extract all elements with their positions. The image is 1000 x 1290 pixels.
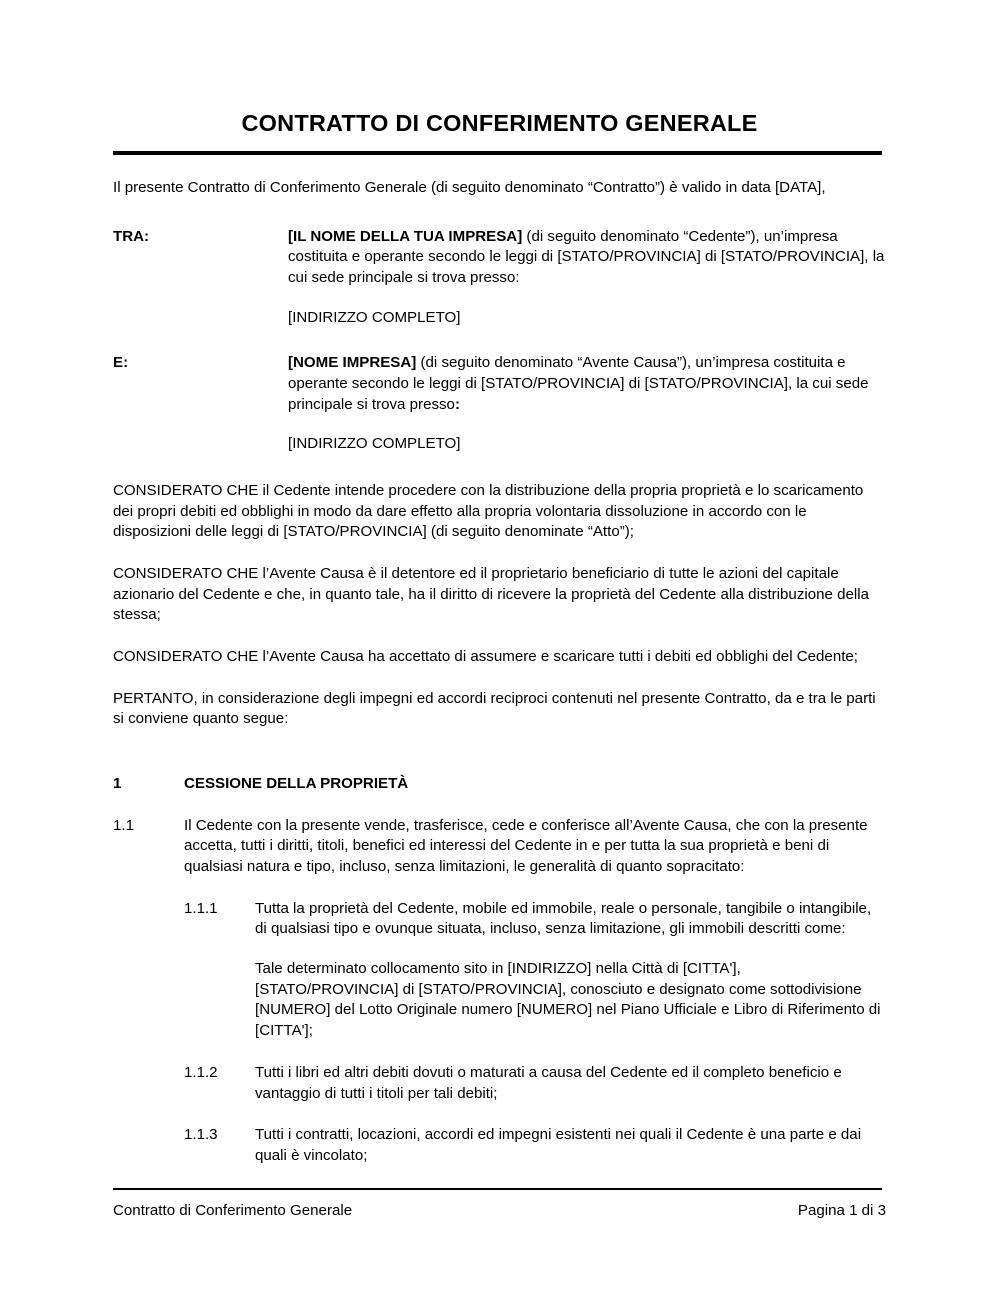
clause-1-1-1 (184, 899, 886, 1042)
section-number: 1 (113, 775, 122, 793)
party-body-e (288, 353, 886, 455)
footer-divider (113, 1188, 882, 1190)
document-content (113, 0, 886, 1167)
clause-1-1 (113, 816, 886, 878)
clause-number: 1.1.3 (184, 1126, 218, 1144)
clause-text: Il Cedente con la presente vende, trasferisce, cede e conferisce all’Avente Causa, che con la presente accetta, tutti i diritti, titoli, benefici ed interessi del Cedente in e per tutta la sua proprietà e beni di qualsiasi natura e tipo, incluso, senza limitazioni, le generalità di quanto sopracitato: (184, 816, 868, 876)
clause-text: Tutti i libri ed altri debiti dovuti o maturati a causa del Cedente ed il completo beneficio e vantaggio di tutti i titoli per tali debiti; (255, 1063, 842, 1102)
recital-paragraph: CONSIDERATO CHE l’Avente Causa ha accettato di assumere e scaricare tutti i debiti ed obblighi del Cedente; (113, 648, 858, 666)
page-footer (113, 1188, 886, 1221)
intro-paragraph: Il presente Contratto di Conferimento Generale (di seguito denominato “Contratto”) è valido in data [DATA], (113, 179, 826, 197)
party-name-tra: [IL NOME DELLA TUA IMPRESA] (288, 227, 523, 245)
party-label-e: E: (113, 354, 129, 372)
party-body-tra (288, 227, 886, 329)
clause-number: 1.1 (113, 816, 134, 834)
party-block-e (113, 353, 886, 455)
party-address-tra: [INDIRIZZO COMPLETO] (288, 308, 461, 326)
recital-paragraph: CONSIDERATO CHE il Cedente intende procedere con la distribuzione della propria proprietà e lo scaricamento dei propri debiti ed obblighi in modo da dare effetto alla propria volontaria dissoluzione in accordo con le disposizioni delle leggi di [STATO/PROVINCIA] (di seguito denominate “Atto”); (113, 482, 864, 541)
clause-number: 1.1.1 (184, 899, 218, 917)
clause-text: Tutta la proprietà del Cedente, mobile ed immobile, reale o personale, tangibile o intangibile, di qualsiasi tipo e ovunque situata, incluso, senza limitazione, gli immobili descritti come: (255, 899, 872, 938)
recital-paragraph: CONSIDERATO CHE l’Avente Causa è il detentore ed il proprietario beneficiario di tutte le azioni del capitale azionario del Cedente e che, in quanto tale, ha il diritto di ricevere la proprietà del Cedente alla distribuzione della stessa; (113, 565, 869, 624)
party-label-tra: TRA: (113, 227, 150, 245)
party-address-e: [INDIRIZZO COMPLETO] (288, 435, 461, 453)
clause-body (255, 899, 886, 1042)
clause-text: Tutti i contratti, locazioni, accordi ed impegni esistenti nei quali il Cedente è una parte e dai quali è vincolato; (255, 1126, 862, 1164)
party-description-tra: (di seguito denominato “Cedente”), un’impresa costituita e operante secondo le leggi di [STATO/PROVINCIA] di [STATO/PROVINCIA], la cui sede principale si trova presso: (288, 227, 885, 287)
party-block-tra (113, 227, 886, 329)
footer-document-name: Contratto di Conferimento Generale (113, 1202, 353, 1219)
clause-1-1-2 (184, 1063, 886, 1104)
section-heading-1 (113, 774, 886, 795)
party-description-e: (di seguito denominato “Avente Causa”), un’impresa costituita e operante secondo le leggi di [STATO/PROVINCIA] di [STATO/PROVINCIA], la cui sede principale si trova presso (288, 354, 869, 413)
recital-paragraph: PERTANTO, in considerazione degli impegni ed accordi reciproci contenuti nel presente Contratto, da e tra le parti si conviene quanto segue: (113, 689, 876, 728)
section-title: CESSIONE DELLA PROPRIETÀ (184, 775, 409, 793)
clause-extra-text: Tale determinato collocamento sito in [INDIRIZZO] nella Città di [CITTA'], [STATO/PROVINCIA] di [STATO/PROVINCIA], conosciuto e designato come sottodivisione [NUMERO] del Lotto Originale numero [NUMERO] nel Piano Ufficiale e Libro di Riferimento di [CITTA']; (255, 960, 881, 1040)
clause-number: 1.1.2 (184, 1063, 218, 1081)
footer-page-number: Pagina 1 di 3 (797, 1202, 886, 1219)
page-title: CONTRATTO DI CONFERIMENTO GENERALE (241, 110, 758, 136)
title-divider (113, 151, 882, 155)
footer-row (113, 1201, 886, 1221)
clause-1-1-3 (184, 1125, 886, 1166)
party-description-tail-e: : (454, 395, 460, 413)
party-name-e: [NOME IMPRESA] (288, 354, 417, 372)
